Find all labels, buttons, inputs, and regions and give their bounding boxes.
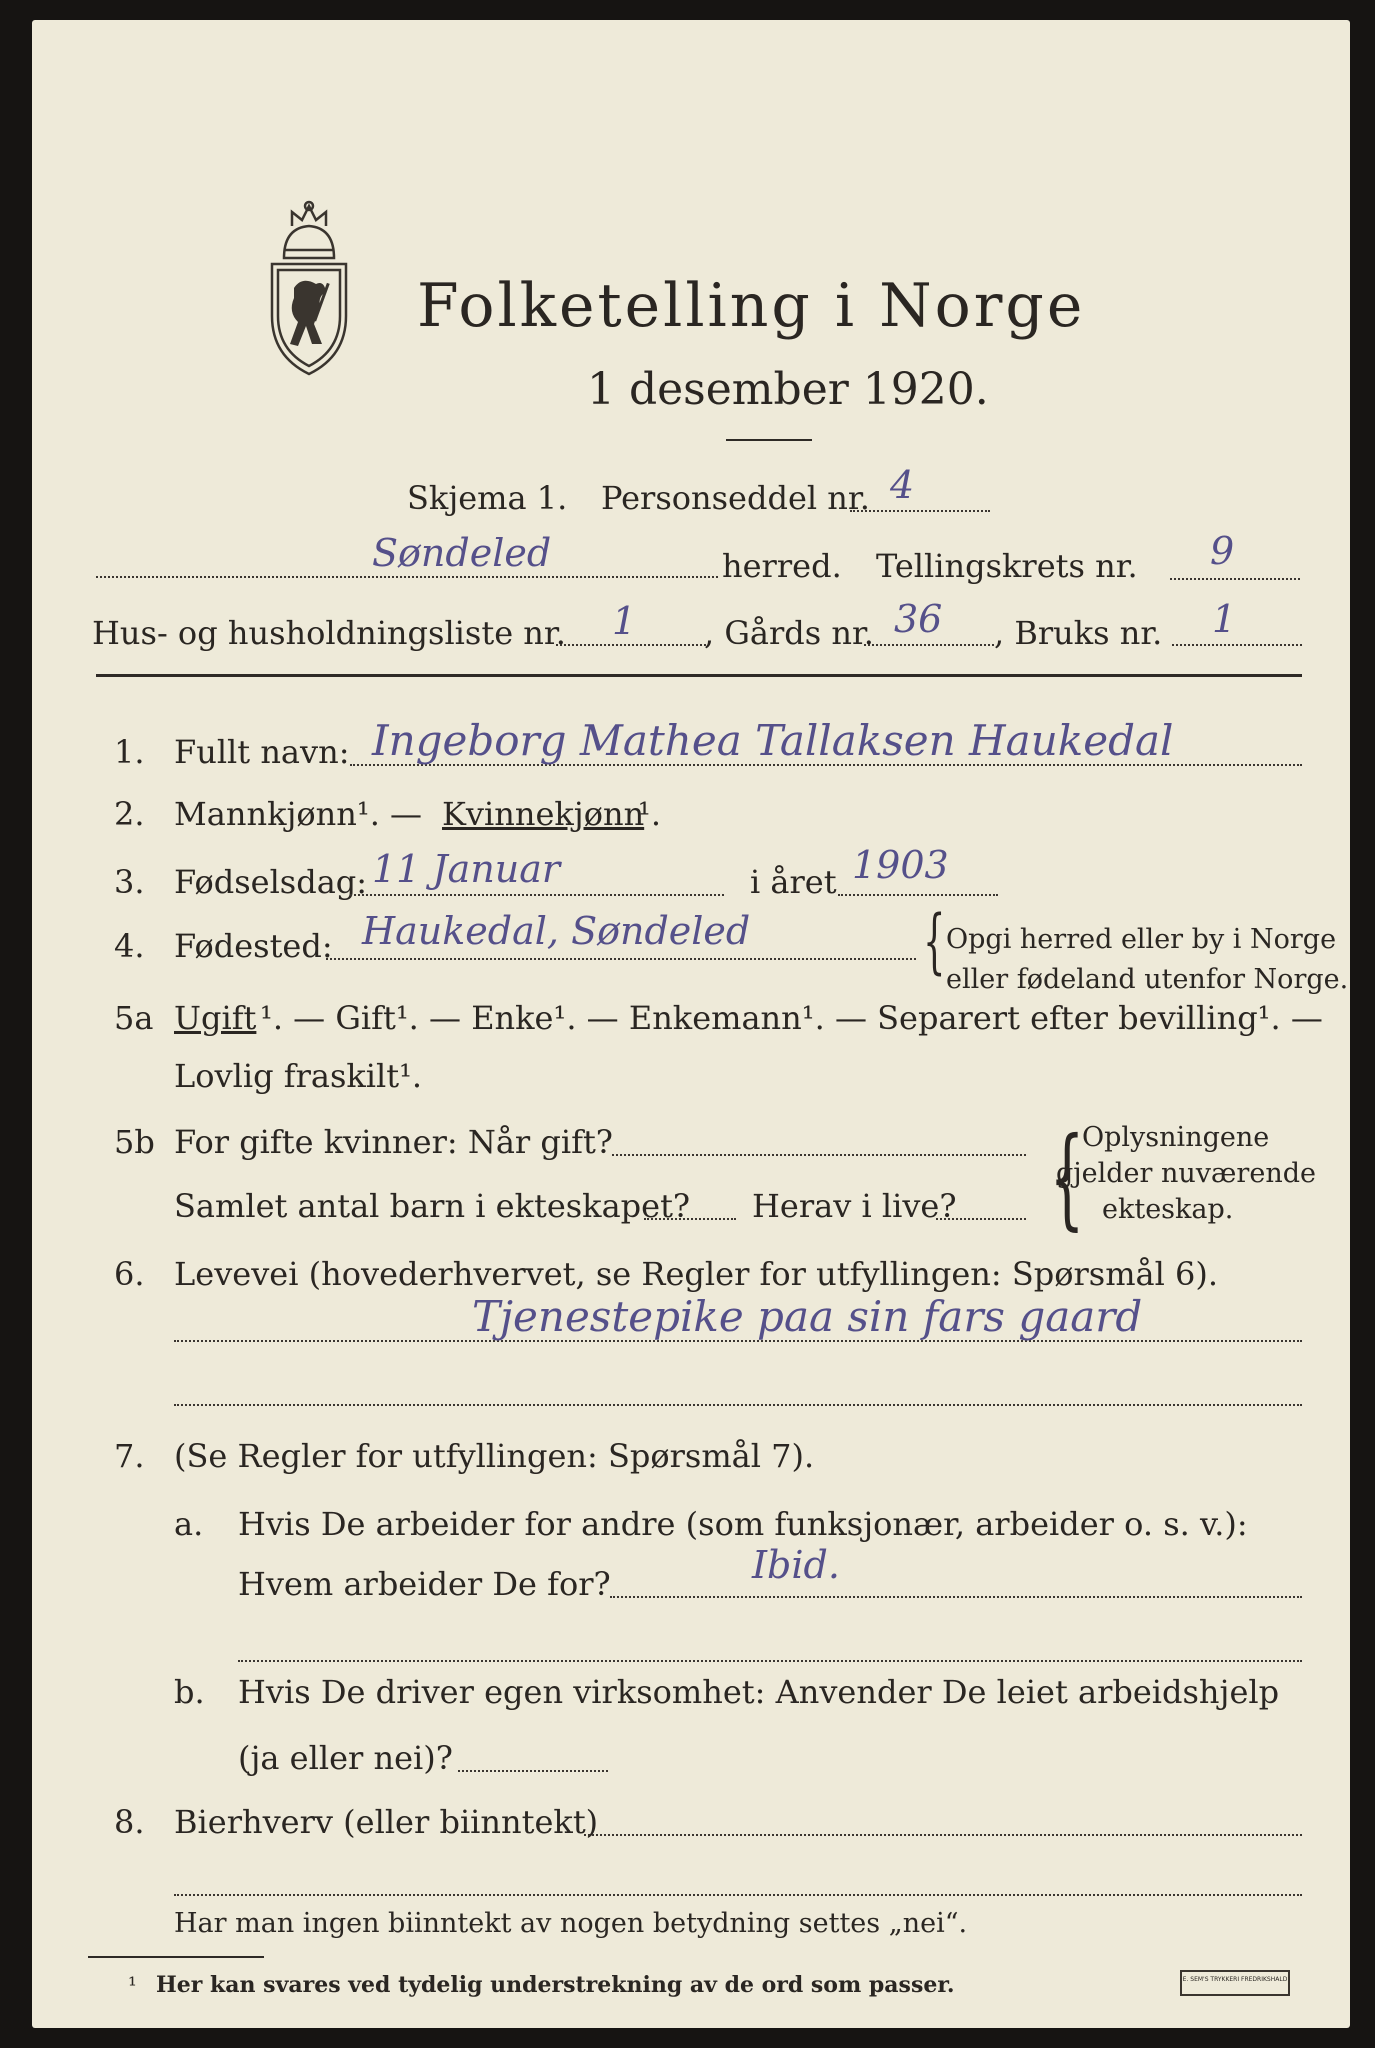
q5b-note-3: ekteskap. — [1102, 1194, 1234, 1225]
q5b-note-1: Oplysningene — [1082, 1122, 1270, 1153]
q2-female: Kvinnekjønn — [442, 795, 645, 833]
q4-brace: { — [923, 900, 946, 982]
nei-note: Har man ingen biinntekt av nogen betydning settes „nei“. — [174, 1908, 968, 1939]
form-title: Folketelling i Norge — [417, 271, 1086, 341]
footnote-mark: ¹ — [128, 1974, 137, 1999]
q6-line-2 — [174, 1404, 1302, 1406]
personseddel-value: 4 — [890, 463, 915, 507]
gards-value: 36 — [894, 597, 943, 641]
q3-line — [350, 894, 724, 896]
q7a-line-2-fill — [610, 1596, 1302, 1598]
personseddel-line — [850, 510, 990, 512]
q4-label: Fødested: — [174, 927, 333, 965]
q1-number: 1. — [114, 733, 145, 771]
q6-number: 6. — [114, 1255, 145, 1293]
herred-value: Søndeled — [372, 531, 552, 575]
q7a-number: a. — [174, 1505, 204, 1543]
husliste-line — [556, 644, 706, 646]
q2-number: 2. — [114, 795, 145, 833]
q8-line-1 — [584, 1834, 1302, 1836]
tellingskrets-value: 9 — [1210, 529, 1235, 573]
bruks-value: 1 — [1212, 597, 1237, 641]
tellingskrets-label: Tellingskrets nr. — [876, 547, 1138, 585]
q4-note-1: Opgi herred eller by i Norge — [946, 924, 1337, 955]
coat-of-arms-icon — [254, 198, 364, 378]
form-date: 1 desember 1920. — [587, 364, 989, 415]
q5b-line-2b-fill — [936, 1218, 1026, 1220]
husliste-label: Hus- og husholdningsliste nr. — [92, 614, 566, 652]
q7a-line-1: Hvis De arbeider for andre (som funksjonær, arbeider o. s. v.): — [238, 1505, 1248, 1543]
q6-value: Tjenestepike paa sin fars gaard — [472, 1292, 1143, 1341]
q8-line-2 — [174, 1894, 1302, 1896]
q5b-line-2b: Herav i live? — [752, 1187, 957, 1225]
gards-line — [864, 644, 994, 646]
census-form-sheet — [32, 20, 1350, 2028]
q1-value: Ingeborg Mathea Tallaksen Haukedal — [372, 716, 1174, 765]
q3-label: Fødselsdag: — [174, 863, 368, 901]
q3-year-value: 1903 — [852, 843, 949, 887]
bruks-line — [1172, 644, 1302, 646]
q5b-line-1-fill — [612, 1154, 1026, 1156]
q7a-value: Ibid. — [752, 1543, 840, 1587]
q5a-line-2: Lovlig fraskilt¹. — [174, 1057, 423, 1095]
q7b-line-2: (ja eller nei)? — [238, 1739, 453, 1777]
q5b-number: 5b — [114, 1123, 155, 1161]
q7b-number: b. — [174, 1673, 205, 1711]
personseddel-label: Personseddel nr. — [601, 479, 870, 517]
q2-female-suffix: ¹. — [638, 795, 661, 833]
q5a-options: ¹. — Gift¹. — Enke¹. — Enkemann¹. — Separert efter bevilling¹. — — [260, 999, 1323, 1037]
header-rule — [96, 674, 1302, 677]
q5a-number: 5a — [114, 999, 154, 1037]
q5a-ugift: Ugift — [174, 999, 257, 1037]
q4-note-2: eller fødeland utenfor Norge. — [946, 964, 1349, 995]
q7b-line-1: Hvis De driver egen virksomhet: Anvender De leiet arbeidshjelp — [238, 1673, 1280, 1711]
q6-label: Levevei (hovederhvervet, se Regler for utfyllingen: Spørsmål 6). — [174, 1255, 1219, 1293]
q3-number: 3. — [114, 863, 145, 901]
q7-label: (Se Regler for utfyllingen: Spørsmål 7). — [174, 1437, 815, 1475]
skjema-label: Skjema 1. — [407, 479, 568, 517]
q4-number: 4. — [114, 927, 145, 965]
gards-label: , Gårds nr. — [704, 614, 874, 652]
q3-year-line — [838, 894, 998, 896]
herred-line — [96, 576, 718, 578]
q5b-line-2a: Samlet antal barn i ekteskapet? — [174, 1187, 691, 1225]
q5b-line-1: For gifte kvinner: Når gift? — [174, 1123, 613, 1161]
q5b-brace: { — [1049, 1113, 1085, 1241]
q4-line — [326, 958, 916, 960]
printer-stamp-text: E. SEM'S TRYKKERI FREDRIKSHALD — [1182, 1976, 1288, 1983]
q8-label: Bierhverv (eller biinntekt) — [174, 1803, 599, 1841]
q2-male: Mannkjønn¹. — — [174, 795, 423, 833]
q3-year-label: i året — [750, 863, 837, 901]
q3-value: 11 Januar — [372, 847, 561, 891]
q5b-note-2: gjelder nuværende — [1056, 1158, 1316, 1189]
q7a-line-3 — [238, 1660, 1302, 1662]
q8-number: 8. — [114, 1803, 145, 1841]
q7a-line-2: Hvem arbeider De for? — [238, 1565, 611, 1603]
q5b-line-2a-fill — [644, 1218, 736, 1220]
footnote-rule — [88, 1956, 264, 1958]
q4-value: Haukedal, Søndeled — [362, 909, 751, 953]
title-divider — [726, 439, 812, 441]
bruks-label: , Bruks nr. — [994, 614, 1163, 652]
q7b-line-2-fill — [458, 1770, 608, 1772]
husliste-value: 1 — [612, 599, 637, 643]
tellingskrets-line — [1170, 578, 1300, 580]
printer-stamp — [1180, 1970, 1290, 1996]
q7-number: 7. — [114, 1437, 145, 1475]
footnote-text: Her kan svares ved tydelig understrekning av de ord som passer. — [156, 1972, 955, 1998]
q1-label: Fullt navn: — [174, 733, 350, 771]
herred-label: herred. — [722, 547, 842, 585]
